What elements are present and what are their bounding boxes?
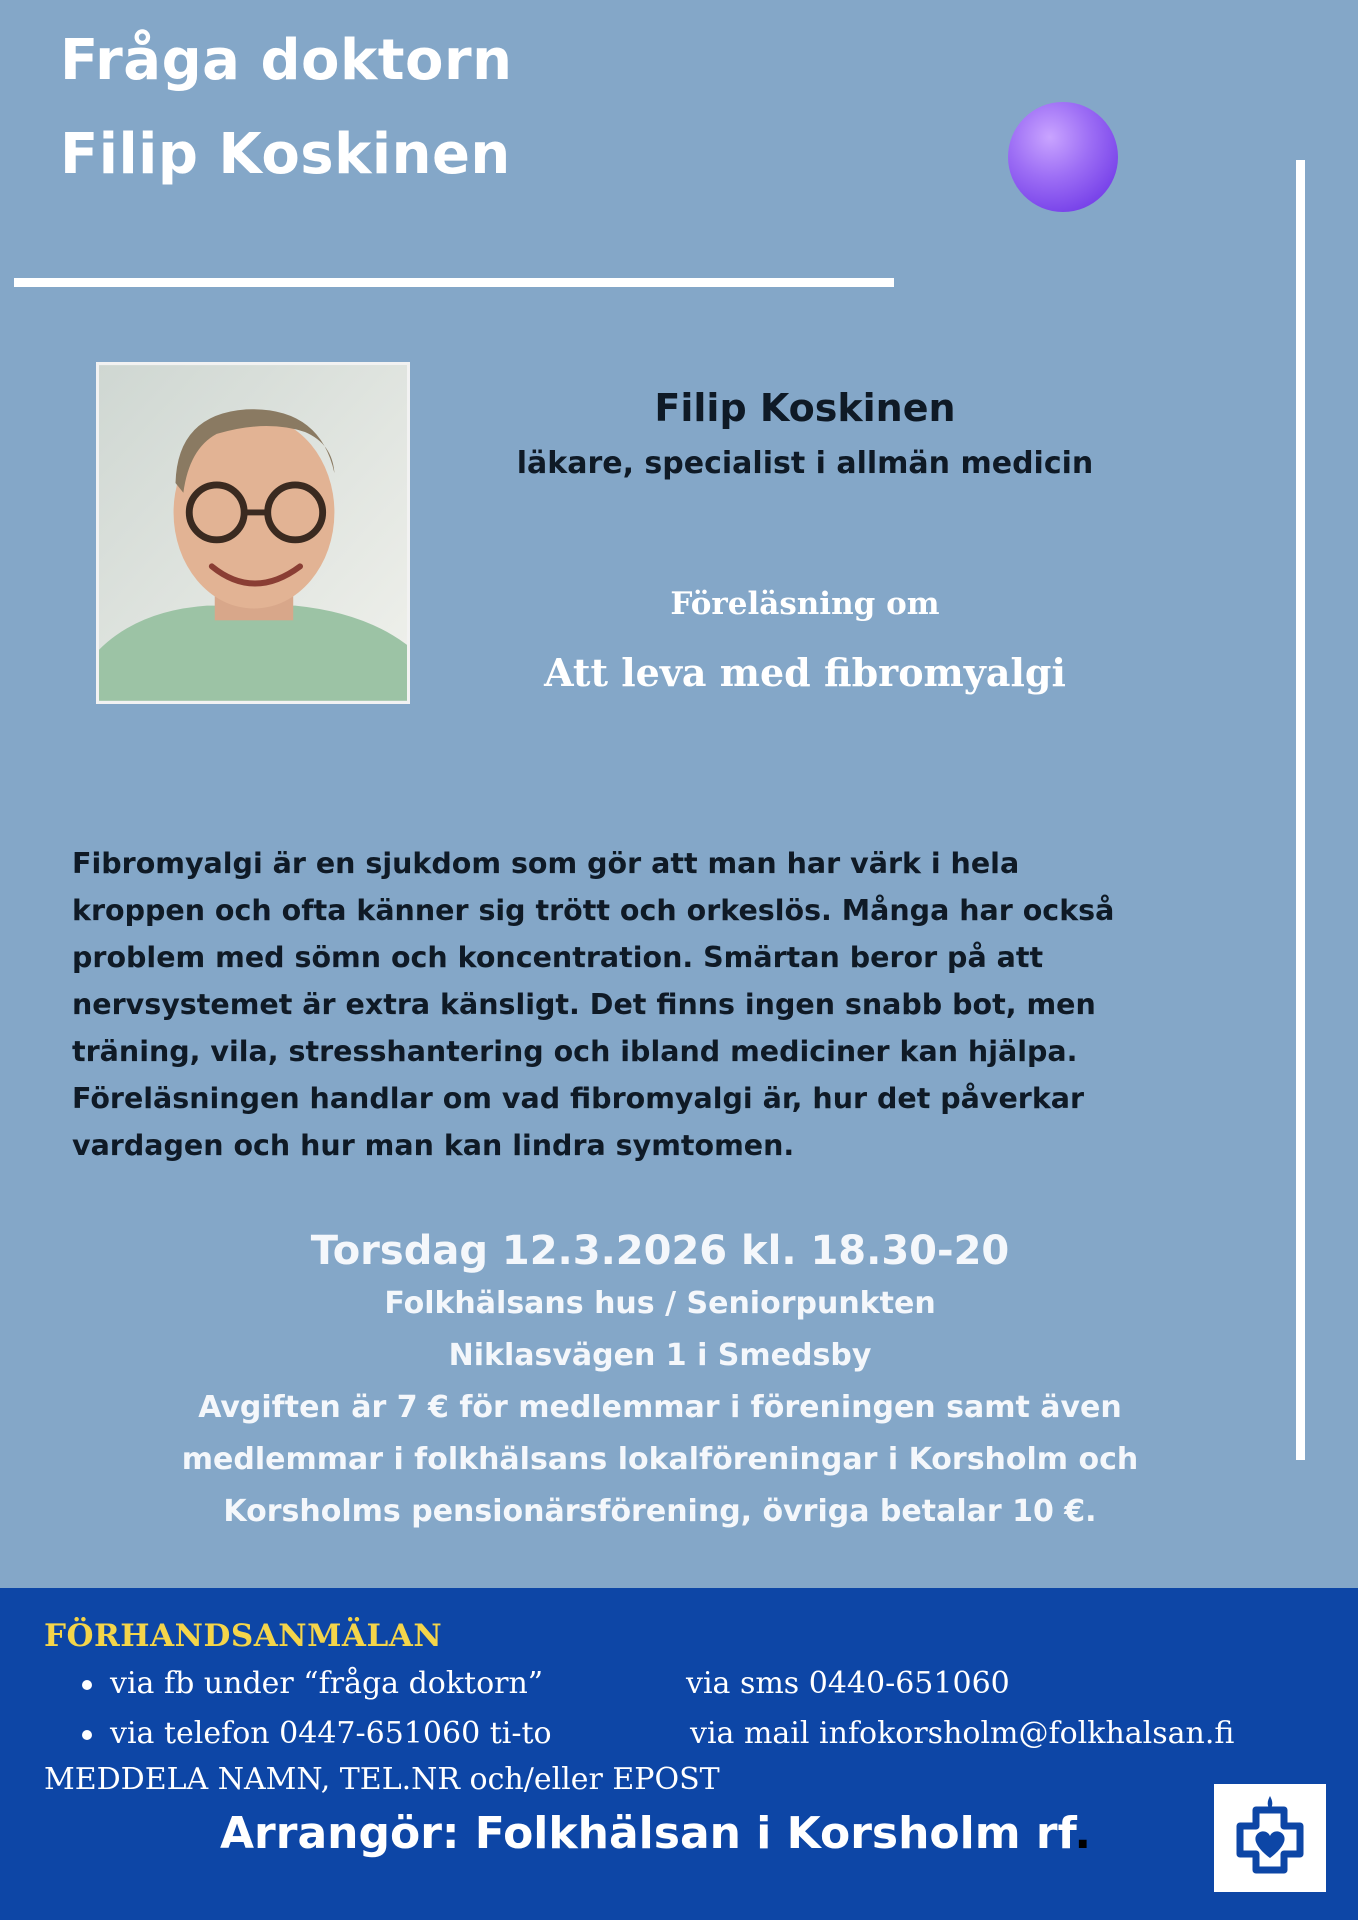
bullet-icon (82, 1730, 92, 1740)
event-fee-line: Korsholms pensionärsförening, övriga betalar 10 €. (223, 1494, 1097, 1529)
folkhalsan-logo-icon (1214, 1784, 1326, 1892)
title-line-2: Filip Koskinen (60, 122, 511, 187)
registration-fb-text: via fb under “fråga doktorn” (110, 1666, 544, 1701)
registration-sms: via sms 0440-651060 (686, 1666, 1010, 1701)
lecture-title: Att leva med fibromyalgi (544, 650, 1066, 695)
registration-phone (82, 1716, 552, 1751)
description-line: Föreläsningen handlar om vad fibromyalgi är, hur det påverkar (72, 1082, 1085, 1115)
description-line: kroppen och ofta känner sig trött och orkeslös. Många har också (72, 894, 1115, 927)
registration-heading: FÖRHANDSANMÄLAN (44, 1618, 443, 1654)
organizer-period: . (1074, 1808, 1092, 1859)
registration-mail: via mail infokorsholm@folkhalsan.fi (690, 1716, 1235, 1751)
vertical-divider (1296, 160, 1305, 1460)
description-line: Fibromyalgi är en sjukdom som gör att man har värk i hela (72, 847, 1020, 880)
description-line: nervsystemet är extra känsligt. Det finns ingen snabb bot, men (72, 988, 1096, 1021)
organizer-text: Arrangör: Folkhälsan i Korsholm rf (220, 1808, 1075, 1859)
registration-phone-text: via telefon 0447-651060 ti-to (110, 1716, 552, 1751)
event-address: Niklasvägen 1 i Smedsby (448, 1338, 872, 1373)
event-date: Torsdag 12.3.2026 kl. 18.30-20 (310, 1228, 1010, 1274)
purple-orb-icon (1008, 102, 1118, 212)
bullet-icon (82, 1680, 92, 1690)
event-venue: Folkhälsans hus / Seniorpunkten (384, 1286, 936, 1321)
speaker-name: Filip Koskinen (654, 386, 956, 430)
event-fee-line: medlemmar i folkhälsans lokalföreningar i Korsholm och (181, 1442, 1139, 1477)
speaker-role: läkare, specialist i allmän medicin (516, 446, 1094, 481)
title-line-1: Fråga doktorn (60, 28, 513, 93)
registration-fb (82, 1666, 543, 1701)
lecture-intro: Föreläsning om (670, 586, 940, 622)
event-fee-line: Avgiften är 7 € för medlemmar i föreningen samt även (198, 1390, 1122, 1425)
description-line: problem med sömn och koncentration. Smärtan beror på att (72, 941, 1044, 974)
description-paragraph (72, 840, 1252, 1169)
description-line: vardagen och hur man kan lindra symtomen. (72, 1129, 795, 1162)
registration-note: MEDDELA NAMN, TEL.NR och/eller EPOST (44, 1762, 720, 1797)
speaker-photo (96, 362, 410, 704)
description-line: träning, vila, stresshantering och ibland mediciner kan hjälpa. (72, 1035, 1078, 1068)
horizontal-divider (14, 278, 894, 287)
organizer (220, 1808, 1091, 1859)
